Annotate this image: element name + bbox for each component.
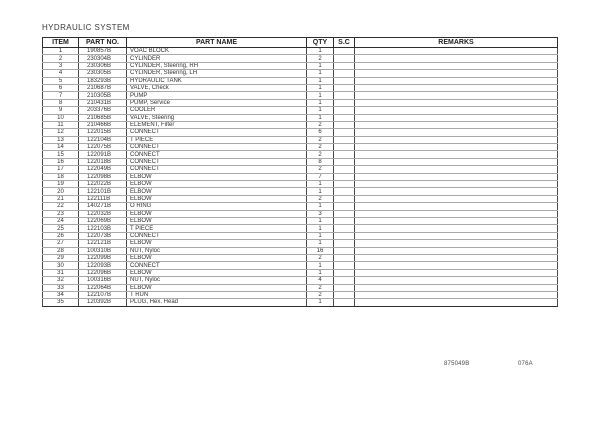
cell-sc bbox=[334, 48, 355, 55]
table-row bbox=[43, 92, 558, 99]
cell-remarks bbox=[355, 151, 558, 158]
cell-item: 12 bbox=[43, 129, 79, 136]
cell-sc bbox=[334, 55, 355, 62]
table-row bbox=[43, 166, 558, 173]
cell-remarks bbox=[355, 136, 558, 143]
footer-doc-number: 875049B bbox=[444, 361, 470, 367]
table-row bbox=[43, 262, 558, 269]
table-row bbox=[43, 84, 558, 91]
cell-item: 3 bbox=[43, 62, 79, 69]
cell-sc bbox=[334, 62, 355, 69]
cell-remarks bbox=[355, 269, 558, 276]
table-row bbox=[43, 247, 558, 254]
cell-qty: 1 bbox=[307, 225, 334, 232]
cell-sc bbox=[334, 262, 355, 269]
cell-item: 2 bbox=[43, 55, 79, 62]
table-row bbox=[43, 291, 558, 298]
cell-sc bbox=[334, 203, 355, 210]
table-row bbox=[43, 158, 558, 165]
cell-part-no: 122093B bbox=[79, 262, 127, 269]
cell-part-name: ELBOW bbox=[127, 240, 307, 247]
cell-remarks bbox=[355, 240, 558, 247]
cell-part-name: CONNECT bbox=[127, 129, 307, 136]
cell-remarks bbox=[355, 55, 558, 62]
cell-part-no: 210685B bbox=[79, 114, 127, 121]
cell-remarks bbox=[355, 77, 558, 84]
cell-sc bbox=[334, 99, 355, 106]
column-header-part-name: PART NAME bbox=[127, 38, 307, 48]
cell-part-name: T PIECE bbox=[127, 136, 307, 143]
cell-part-no: 122091B bbox=[79, 151, 127, 158]
cell-part-name: CONNECT bbox=[127, 144, 307, 151]
cell-sc bbox=[334, 107, 355, 114]
cell-qty: 1 bbox=[307, 62, 334, 69]
cell-part-no: 122069B bbox=[79, 217, 127, 224]
cell-part-no: 120392B bbox=[79, 299, 127, 306]
cell-item: 31 bbox=[43, 269, 79, 276]
cell-remarks bbox=[355, 48, 558, 55]
cell-remarks bbox=[355, 299, 558, 306]
cell-sc bbox=[334, 277, 355, 284]
cell-sc bbox=[334, 195, 355, 202]
cell-item: 4 bbox=[43, 70, 79, 77]
cell-part-name: COOLER bbox=[127, 107, 307, 114]
cell-remarks bbox=[355, 158, 558, 165]
cell-part-name: VALVE, Steering bbox=[127, 114, 307, 121]
table-row bbox=[43, 217, 558, 224]
cell-qty: 1 bbox=[307, 84, 334, 91]
cell-qty: 2 bbox=[307, 195, 334, 202]
cell-item: 20 bbox=[43, 188, 79, 195]
cell-part-name: ELBOW bbox=[127, 210, 307, 217]
table-row bbox=[43, 48, 558, 55]
cell-part-no: 122064B bbox=[79, 284, 127, 291]
cell-qty: 2 bbox=[307, 55, 334, 62]
cell-remarks bbox=[355, 284, 558, 291]
table-row bbox=[43, 254, 558, 261]
table-row bbox=[43, 299, 558, 306]
cell-remarks bbox=[355, 144, 558, 151]
cell-part-no: 122121B bbox=[79, 240, 127, 247]
cell-part-no: 122104B bbox=[79, 136, 127, 143]
cell-qty: 7 bbox=[307, 173, 334, 180]
cell-part-name: T RUN bbox=[127, 291, 307, 298]
cell-part-no: 122101B bbox=[79, 188, 127, 195]
cell-sc bbox=[334, 240, 355, 247]
cell-qty: 2 bbox=[307, 151, 334, 158]
table-row bbox=[43, 129, 558, 136]
cell-qty: 1 bbox=[307, 232, 334, 239]
cell-qty: 4 bbox=[307, 277, 334, 284]
cell-remarks bbox=[355, 129, 558, 136]
cell-item: 22 bbox=[43, 203, 79, 210]
cell-remarks bbox=[355, 217, 558, 224]
cell-sc bbox=[334, 84, 355, 91]
cell-part-name: ELBOW bbox=[127, 217, 307, 224]
cell-part-no: 230305B bbox=[79, 70, 127, 77]
cell-part-name: CYLINDER, Steering, RH bbox=[127, 62, 307, 69]
cell-remarks bbox=[355, 181, 558, 188]
cell-remarks bbox=[355, 114, 558, 121]
cell-remarks bbox=[355, 121, 558, 128]
cell-qty: 2 bbox=[307, 254, 334, 261]
cell-sc bbox=[334, 158, 355, 165]
cell-part-name: ELBOW bbox=[127, 284, 307, 291]
table-row bbox=[43, 277, 558, 284]
cell-item: 8 bbox=[43, 99, 79, 106]
cell-qty: 8 bbox=[307, 158, 334, 165]
cell-sc bbox=[334, 181, 355, 188]
table-row bbox=[43, 203, 558, 210]
cell-remarks bbox=[355, 210, 558, 217]
cell-part-name: PUMP, Service bbox=[127, 99, 307, 106]
cell-part-name: HYDRAULIC TANK bbox=[127, 77, 307, 84]
parts-table bbox=[42, 37, 558, 307]
cell-qty: 2 bbox=[307, 284, 334, 291]
cell-part-name: ELBOW bbox=[127, 181, 307, 188]
cell-sc bbox=[334, 247, 355, 254]
cell-sc bbox=[334, 136, 355, 143]
column-header-item: ITEM bbox=[43, 38, 79, 48]
cell-part-no: 190857B bbox=[79, 48, 127, 55]
cell-item: 13 bbox=[43, 136, 79, 143]
cell-sc bbox=[334, 232, 355, 239]
cell-part-no: 210687B bbox=[79, 84, 127, 91]
cell-part-name: CYLINDER bbox=[127, 55, 307, 62]
cell-part-name: PUMP bbox=[127, 92, 307, 99]
cell-qty: 2 bbox=[307, 291, 334, 298]
cell-item: 7 bbox=[43, 92, 79, 99]
cell-item: 15 bbox=[43, 151, 79, 158]
table-row bbox=[43, 188, 558, 195]
cell-part-name: NUT, Nyloc bbox=[127, 247, 307, 254]
cell-part-no: 122111B bbox=[79, 195, 127, 202]
cell-remarks bbox=[355, 203, 558, 210]
cell-remarks bbox=[355, 291, 558, 298]
table-row bbox=[43, 173, 558, 180]
cell-remarks bbox=[355, 254, 558, 261]
cell-item: 23 bbox=[43, 210, 79, 217]
cell-part-name: ELBOW bbox=[127, 195, 307, 202]
cell-item: 17 bbox=[43, 166, 79, 173]
cell-remarks bbox=[355, 107, 558, 114]
cell-part-no: 100310B bbox=[79, 247, 127, 254]
cell-item: 34 bbox=[43, 291, 79, 298]
table-row bbox=[43, 240, 558, 247]
cell-item: 28 bbox=[43, 247, 79, 254]
cell-qty: 1 bbox=[307, 299, 334, 306]
cell-qty: 1 bbox=[307, 240, 334, 247]
cell-sc bbox=[334, 121, 355, 128]
column-header-qty: QTY bbox=[307, 38, 334, 48]
cell-item: 6 bbox=[43, 84, 79, 91]
cell-part-no: 122049B bbox=[79, 166, 127, 173]
cell-sc bbox=[334, 114, 355, 121]
cell-sc bbox=[334, 144, 355, 151]
cell-part-no: 122107B bbox=[79, 291, 127, 298]
table-row bbox=[43, 121, 558, 128]
cell-remarks bbox=[355, 92, 558, 99]
cell-item: 14 bbox=[43, 144, 79, 151]
cell-part-name: ELBOW bbox=[127, 188, 307, 195]
cell-qty: 2 bbox=[307, 166, 334, 173]
cell-remarks bbox=[355, 173, 558, 180]
cell-part-no: 203376B bbox=[79, 107, 127, 114]
cell-part-no: 122073B bbox=[79, 232, 127, 239]
cell-sc bbox=[334, 217, 355, 224]
table-row bbox=[43, 55, 558, 62]
table-row bbox=[43, 114, 558, 121]
cell-sc bbox=[334, 188, 355, 195]
cell-part-name: CONNECT bbox=[127, 151, 307, 158]
cell-part-no: 122018B bbox=[79, 158, 127, 165]
cell-remarks bbox=[355, 247, 558, 254]
cell-item: 21 bbox=[43, 195, 79, 202]
cell-qty: 1 bbox=[307, 188, 334, 195]
cell-part-name: PLUG, Hex. Head bbox=[127, 299, 307, 306]
cell-remarks bbox=[355, 188, 558, 195]
cell-qty: 16 bbox=[307, 247, 334, 254]
cell-part-no: 122015B bbox=[79, 129, 127, 136]
table-row bbox=[43, 181, 558, 188]
cell-part-name: ELEMENT, Filter bbox=[127, 121, 307, 128]
table-row bbox=[43, 144, 558, 151]
cell-remarks bbox=[355, 166, 558, 173]
cell-part-no: 230306B bbox=[79, 62, 127, 69]
cell-qty: 2 bbox=[307, 121, 334, 128]
cell-remarks bbox=[355, 232, 558, 239]
cell-qty: 1 bbox=[307, 181, 334, 188]
table-row bbox=[43, 136, 558, 143]
cell-sc bbox=[334, 269, 355, 276]
cell-item: 24 bbox=[43, 217, 79, 224]
cell-qty: 1 bbox=[307, 77, 334, 84]
cell-part-name: VALVE, Check bbox=[127, 84, 307, 91]
cell-part-no: 210466B bbox=[79, 121, 127, 128]
cell-qty: 1 bbox=[307, 217, 334, 224]
cell-remarks bbox=[355, 195, 558, 202]
cell-item: 18 bbox=[43, 173, 79, 180]
cell-sc bbox=[334, 254, 355, 261]
cell-part-no: 183293B bbox=[79, 77, 127, 84]
cell-remarks bbox=[355, 99, 558, 106]
table-row bbox=[43, 225, 558, 232]
cell-part-no: 122022B bbox=[79, 181, 127, 188]
cell-part-name: CONNECT bbox=[127, 232, 307, 239]
cell-part-name: ELBOW bbox=[127, 269, 307, 276]
table-row bbox=[43, 99, 558, 106]
cell-item: 11 bbox=[43, 121, 79, 128]
cell-part-name: T PIECE bbox=[127, 225, 307, 232]
cell-part-no: 140271B bbox=[79, 203, 127, 210]
cell-item: 16 bbox=[43, 158, 79, 165]
header-row bbox=[43, 38, 558, 48]
cell-sc bbox=[334, 299, 355, 306]
cell-remarks bbox=[355, 262, 558, 269]
cell-sc bbox=[334, 225, 355, 232]
cell-qty: 1 bbox=[307, 203, 334, 210]
cell-part-no: 230304B bbox=[79, 55, 127, 62]
cell-item: 32 bbox=[43, 277, 79, 284]
table-row bbox=[43, 210, 558, 217]
cell-qty: 1 bbox=[307, 114, 334, 121]
cell-item: 5 bbox=[43, 77, 79, 84]
table-row bbox=[43, 269, 558, 276]
cell-item: 25 bbox=[43, 225, 79, 232]
cell-sc bbox=[334, 291, 355, 298]
column-header-part-no: PART NO. bbox=[79, 38, 127, 48]
cell-sc bbox=[334, 77, 355, 84]
cell-item: 35 bbox=[43, 299, 79, 306]
cell-item: 1 bbox=[43, 48, 79, 55]
table-row bbox=[43, 77, 558, 84]
table-row bbox=[43, 232, 558, 239]
cell-item: 26 bbox=[43, 232, 79, 239]
cell-item: 19 bbox=[43, 181, 79, 188]
cell-part-no: 100316B bbox=[79, 277, 127, 284]
cell-qty: 3 bbox=[307, 210, 334, 217]
cell-part-name: ELBOW bbox=[127, 173, 307, 180]
footer-page-code: 076A bbox=[518, 361, 533, 367]
cell-sc bbox=[334, 129, 355, 136]
parts-table-header bbox=[43, 38, 558, 48]
cell-qty: 1 bbox=[307, 262, 334, 269]
cell-item: 10 bbox=[43, 114, 79, 121]
cell-part-no: 122098B bbox=[79, 173, 127, 180]
cell-sc bbox=[334, 166, 355, 173]
cell-remarks bbox=[355, 277, 558, 284]
cell-item: 9 bbox=[43, 107, 79, 114]
cell-remarks bbox=[355, 84, 558, 91]
cell-remarks bbox=[355, 225, 558, 232]
cell-item: 30 bbox=[43, 262, 79, 269]
cell-part-no: 122103B bbox=[79, 225, 127, 232]
cell-part-no: 210431B bbox=[79, 99, 127, 106]
cell-part-no: 122032B bbox=[79, 210, 127, 217]
cell-part-name: CYLINDER, Steering, LH bbox=[127, 70, 307, 77]
cell-sc bbox=[334, 284, 355, 291]
cell-qty: 1 bbox=[307, 48, 334, 55]
cell-part-name: NUT, Nyloc bbox=[127, 277, 307, 284]
table-row bbox=[43, 195, 558, 202]
table-row bbox=[43, 107, 558, 114]
cell-part-name: O RING bbox=[127, 203, 307, 210]
cell-qty: 2 bbox=[307, 136, 334, 143]
cell-remarks bbox=[355, 62, 558, 69]
cell-qty: 1 bbox=[307, 107, 334, 114]
table-row bbox=[43, 62, 558, 69]
table-row bbox=[43, 151, 558, 158]
cell-part-name: CONNECT bbox=[127, 158, 307, 165]
cell-item: 27 bbox=[43, 240, 79, 247]
cell-sc bbox=[334, 210, 355, 217]
cell-item: 33 bbox=[43, 284, 79, 291]
cell-part-no: 122075B bbox=[79, 144, 127, 151]
column-header-remarks: REMARKS bbox=[355, 38, 558, 48]
cell-remarks bbox=[355, 70, 558, 77]
cell-qty: 1 bbox=[307, 92, 334, 99]
cell-sc bbox=[334, 70, 355, 77]
column-header-sc: S.C bbox=[334, 38, 355, 48]
cell-qty: 2 bbox=[307, 144, 334, 151]
page-title: HYDRAULIC SYSTEM bbox=[42, 23, 130, 32]
cell-sc bbox=[334, 173, 355, 180]
parts-table-body bbox=[43, 48, 558, 307]
cell-part-name: CONNECT bbox=[127, 262, 307, 269]
cell-item: 29 bbox=[43, 254, 79, 261]
cell-sc bbox=[334, 151, 355, 158]
cell-part-no: 122099B bbox=[79, 254, 127, 261]
cell-qty: 1 bbox=[307, 269, 334, 276]
table-row bbox=[43, 70, 558, 77]
cell-sc bbox=[334, 92, 355, 99]
cell-qty: 1 bbox=[307, 99, 334, 106]
cell-part-no: 210305B bbox=[79, 92, 127, 99]
table-row bbox=[43, 284, 558, 291]
cell-qty: 1 bbox=[307, 70, 334, 77]
cell-part-no: 122096B bbox=[79, 269, 127, 276]
cell-part-name: ELBOW bbox=[127, 254, 307, 261]
cell-part-name: VOAC BLOCK bbox=[127, 48, 307, 55]
cell-part-name: CONNECT bbox=[127, 166, 307, 173]
cell-qty: 6 bbox=[307, 129, 334, 136]
